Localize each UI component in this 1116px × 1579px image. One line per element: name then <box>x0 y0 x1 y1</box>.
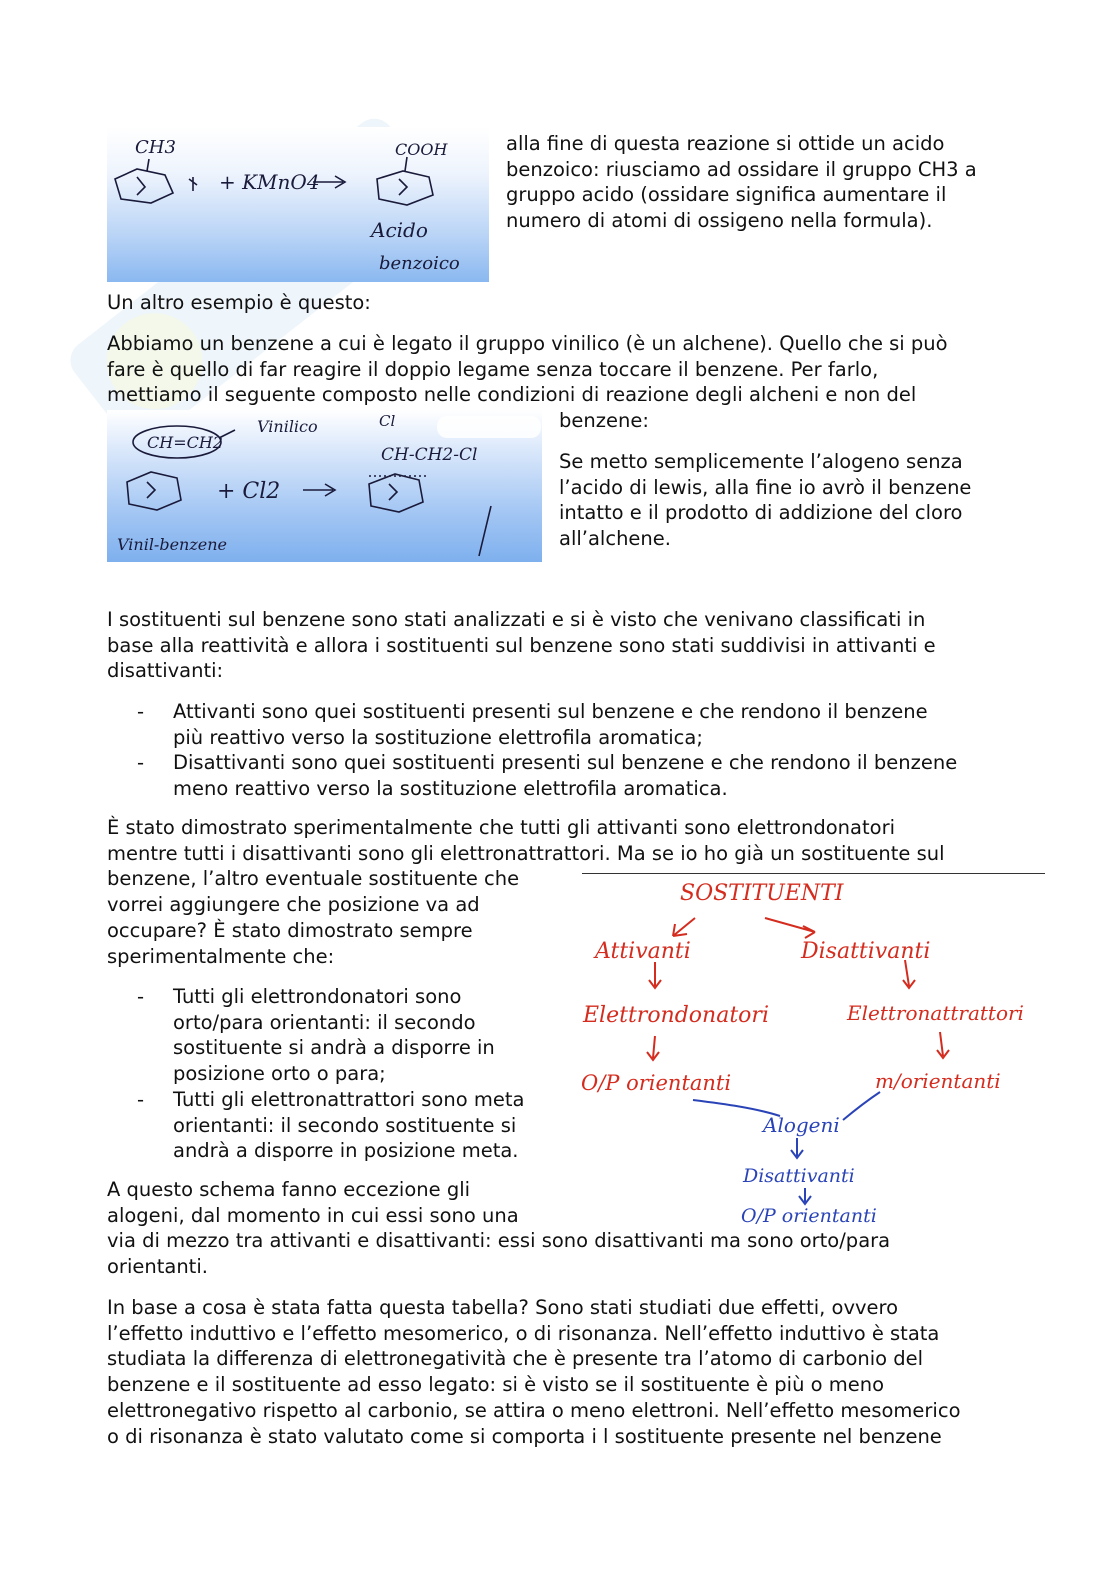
sostituenti-diagram <box>575 876 1055 1226</box>
text-line: l’acido di lewis, alla fine io avrò il benzene <box>559 475 972 499</box>
text-line: A questo schema fanno eccezione gli <box>107 1178 471 1201</box>
diagram-disattivanti: Disattivanti <box>801 939 931 964</box>
paragraph-vinilico <box>107 331 948 408</box>
diagram-op-orientanti-alogeni: O/P orientanti <box>741 1205 877 1226</box>
text-line: Se metto semplicemente l’alogeno senza <box>559 450 963 473</box>
paragraph-effetti <box>107 1295 961 1449</box>
text-line: mentre tutti i disattivanti sono gli elettronattrattori. Ma se io ho già un sostituente sul <box>107 841 945 865</box>
text-line: alla fine di questa reazione si ottide un acido <box>506 132 945 155</box>
paragraph-alogeno <box>559 449 971 552</box>
reaction-image-toluene-oxidation <box>107 127 489 282</box>
fig2-group-label: Vinilico <box>257 417 318 436</box>
text-line: In base a cosa è stata fatta questa tabella? Sono stati studiati due effetti, ovvero <box>107 1296 899 1319</box>
fig2-group: CH=CH2 <box>147 433 223 452</box>
fig1-reactant: + KMnO4 <box>219 170 320 194</box>
horizontal-rule <box>582 873 1045 874</box>
text-line: orientanti. <box>107 1255 208 1279</box>
paragraph-acido-benzoico <box>506 131 977 234</box>
diagram-attivanti: Attivanti <box>595 939 691 964</box>
text-line: studiata la differenza di elettronegatività che è presente tra l’atomo di carbonio del <box>107 1347 924 1371</box>
text-line: mettiamo il seguente composto nelle condizioni di reazione degli alcheni e non del <box>107 383 917 407</box>
list-item <box>107 699 957 750</box>
list-item <box>107 1087 524 1164</box>
paragraph-sostituenti <box>107 607 936 684</box>
text-line: gruppo acido (ossidare significa aumentare il <box>506 183 947 207</box>
fig1-product-name-2: benzoico <box>379 253 460 274</box>
text-line: vorrei aggiungere che posizione va ad <box>107 893 480 917</box>
fig1-product-top: COOH <box>395 140 448 159</box>
diagram-elettrondonatori: Elettrondonatori <box>583 1003 769 1028</box>
text-line: via di mezzo tra attivanti e disattivanti: essi sono disattivanti ma sono orto/para <box>107 1229 891 1253</box>
text-line: disattivanti: <box>107 659 224 683</box>
text-line: benzene, l’altro eventuale sostituente che <box>107 867 520 891</box>
diagram-disattivanti-alogeni: Disattivanti <box>743 1165 855 1187</box>
text-line: benzoico: riusciamo ad ossidare il gruppo CH3 a <box>506 157 977 181</box>
reaction-sketch-1 <box>107 127 489 282</box>
list-orientanti <box>107 984 524 1164</box>
fig1-reagent-top: CH3 <box>135 137 176 158</box>
text-line: posizione orto o para; <box>173 1062 386 1086</box>
text-line: Abbiamo un benzene a cui è legato il gruppo vinilico (è un alchene). Quello che si può <box>107 332 948 355</box>
reaction-sketch-2 <box>107 410 542 562</box>
text-line: o di risonanza è stato valutato come si comporta i l sostituente presente nel benzene <box>107 1424 942 1448</box>
text-line: meno reattivo verso la sostituzione elettrofila aromatica. <box>173 777 728 801</box>
text-line: - Attivanti sono quei sostituenti presenti sul benzene e che rendono il benzene <box>173 700 928 723</box>
text-line: base alla reattività e allora i sostituenti sul benzene sono stati suddivisi in attivanti e <box>107 633 936 657</box>
paragraph-alogeni-eccezione <box>107 1177 890 1280</box>
text-line: benzene e il sostituente ad esso legato: si è visto se il sostituente è più o meno <box>107 1373 885 1397</box>
fig2-name: Vinil-benzene <box>117 535 228 554</box>
reaction-image-vinylbenzene <box>107 410 542 562</box>
text-line: elettronegativo rispetto al carbonio, se attira o meno elettroni. Nell’effetto mesomerico <box>107 1398 961 1422</box>
text-line: - Tutti gli elettrondonatori sono <box>173 985 462 1008</box>
text-line: orientanti: il secondo sostituente si <box>173 1113 517 1137</box>
diagram-m-orientanti: m/orientanti <box>875 1069 1001 1093</box>
text-line: intatto e il prodotto di addizione del cloro <box>559 501 963 525</box>
text-line: fare è quello di far reagire il doppio legame senza toccare il benzene. Per farlo, <box>107 357 879 381</box>
text-line: numero di atomi di ossigeno nella formula). <box>506 209 933 233</box>
paragraph-altro-esempio: Un altro esempio è questo: <box>107 291 371 314</box>
text-line: più reattivo verso la sostituzione elettrofila aromatica; <box>173 725 703 749</box>
diagram-root: SOSTITUENTI <box>680 881 844 906</box>
text-line: orto/para orientanti: il secondo <box>173 1010 476 1034</box>
text-line: sostituente si andrà a disporre in <box>173 1036 495 1060</box>
list-item <box>107 750 957 801</box>
diagram-alogeni: Alogeni <box>763 1113 840 1137</box>
paragraph-vinilico-continuation: benzene: <box>559 409 649 432</box>
text-line: andrà a disporre in posizione meta. <box>173 1139 519 1163</box>
fig2-reactant: + Cl2 <box>217 479 281 504</box>
text-line: sperimentalmente che: <box>107 944 335 968</box>
list-item <box>107 984 524 1087</box>
diagram-op-orientanti: O/P orientanti <box>581 1071 732 1095</box>
text-line: È stato dimostrato sperimentalmente che tutti gli attivanti sono elettrondonatori <box>107 816 895 839</box>
text-line: alogeni, dal momento in cui essi sono una <box>107 1203 519 1227</box>
list-attivanti-disattivanti <box>107 699 957 802</box>
text-line: all’alchene. <box>559 527 671 551</box>
fig2-product-chain: CH-CH2-Cl <box>381 445 478 465</box>
fig1-product-name-1: Acido <box>371 218 428 242</box>
text-line: l’effetto induttivo e l’effetto mesomerico, o di risonanza. Nell’effetto induttivo è stata <box>107 1321 940 1345</box>
text-line: - Disattivanti sono quei sostituenti presenti sul benzene e che rendono il benzene <box>173 751 958 775</box>
text-line: occupare? È stato dimostrato sempre <box>107 918 473 942</box>
diagram-elettronattrattori: Elettronattrattori <box>847 1001 1024 1025</box>
text-line: I sostituenti sul benzene sono stati analizzati e si è visto che venivano classificati in <box>107 608 926 631</box>
fig2-product-top: Cl <box>379 412 396 430</box>
text-line: - Tutti gli elettronattrattori sono meta <box>173 1087 525 1111</box>
